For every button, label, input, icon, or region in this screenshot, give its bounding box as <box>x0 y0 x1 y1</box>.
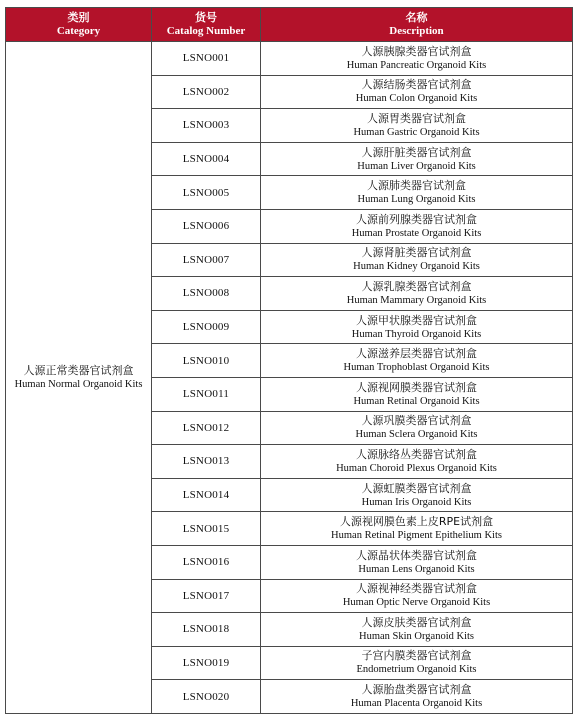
description-cell <box>261 512 573 546</box>
header-catalog-number-en: Catalog Number <box>166 25 246 37</box>
catalog-number: LSNO003 <box>152 109 261 143</box>
description-cell <box>261 142 573 176</box>
catalog-number: LSNO014 <box>152 478 261 512</box>
catalog-number: LSNO020 <box>152 680 261 714</box>
description-zh: 人源甲状腺类器官试剂盒 <box>356 313 477 327</box>
description-en: Human Lens Organoid Kits <box>358 563 475 575</box>
category-en: Human Normal Organoid Kits <box>14 378 143 390</box>
description-en: Human Thyroid Organoid Kits <box>351 328 482 340</box>
header-category-en: Category <box>56 25 101 37</box>
header-description-en: Description <box>389 25 444 37</box>
description-cell <box>261 75 573 109</box>
catalog-number: LSNO007 <box>152 243 261 277</box>
description-en: Human Kidney Organoid Kits <box>353 261 480 273</box>
description-cell <box>261 646 573 680</box>
description-en: Human Skin Organoid Kits <box>358 630 474 642</box>
table-header <box>6 8 573 42</box>
catalog-number: LSNO015 <box>152 512 261 546</box>
catalog-number: LSNO001 <box>152 42 261 76</box>
description-zh: 人源皮肤类器官试剂盒 <box>361 615 472 629</box>
description-cell <box>261 209 573 243</box>
description-zh: 人源巩膜类器官试剂盒 <box>361 414 472 428</box>
description-en: Human Prostate Organoid Kits <box>351 227 482 239</box>
catalog-number: LSNO009 <box>152 310 261 344</box>
catalog-number: LSNO008 <box>152 277 261 311</box>
catalog-number: LSNO002 <box>152 75 261 109</box>
description-en: Human Sclera Organoid Kits <box>355 429 478 441</box>
table-row <box>6 42 573 76</box>
catalog-number: LSNO012 <box>152 411 261 445</box>
description-cell <box>261 377 573 411</box>
description-en: Human Lung Organoid Kits <box>357 194 476 206</box>
catalog-number: LSNO005 <box>152 176 261 210</box>
description-zh: 人源胰腺类器官试剂盒 <box>361 44 472 58</box>
description-zh: 人源视网膜类器官试剂盒 <box>356 380 477 394</box>
description-cell <box>261 277 573 311</box>
description-en: Human Choroid Plexus Organoid Kits <box>336 462 497 474</box>
category-zh: 人源正常类器官试剂盒 <box>23 363 134 377</box>
catalog-number: LSNO017 <box>152 579 261 613</box>
product-catalog-table <box>5 7 573 714</box>
description-en: Human Pancreatic Organoid Kits <box>346 59 487 71</box>
description-en: Human Mammary Organoid Kits <box>346 294 487 306</box>
header-category-zh: 类别 <box>67 11 90 24</box>
catalog-number: LSNO013 <box>152 445 261 479</box>
description-zh: 人源胃类器官试剂盒 <box>367 111 466 125</box>
header-catalog-number <box>152 8 261 42</box>
description-zh: 人源肺类器官试剂盒 <box>367 179 466 193</box>
catalog-number: LSNO018 <box>152 613 261 647</box>
description-cell <box>261 545 573 579</box>
description-zh: 人源肾脏类器官试剂盒 <box>361 246 472 260</box>
description-cell <box>261 613 573 647</box>
table-body <box>6 42 573 714</box>
description-zh: 人源肝脏类器官试剂盒 <box>361 145 472 159</box>
catalog-number: LSNO016 <box>152 545 261 579</box>
description-zh: 人源胎盘类器官试剂盒 <box>361 683 472 697</box>
description-en: Human Trophoblast Organoid Kits <box>343 362 490 374</box>
description-cell <box>261 411 573 445</box>
description-cell <box>261 478 573 512</box>
description-en: Human Iris Organoid Kits <box>361 496 472 508</box>
description-cell <box>261 310 573 344</box>
description-en: Human Liver Organoid Kits <box>357 160 476 172</box>
description-zh: 人源结肠类器官试剂盒 <box>361 78 472 92</box>
description-cell <box>261 344 573 378</box>
description-zh: 人源视网膜色素上皮RPE试剂盒 <box>339 515 494 529</box>
description-zh: 人源滋养层类器官试剂盒 <box>356 347 477 361</box>
description-en: Human Retinal Pigment Epithelium Kits <box>331 530 502 542</box>
description-cell <box>261 680 573 714</box>
category-cell <box>6 42 152 714</box>
header-description-zh: 名称 <box>405 11 428 24</box>
description-zh: 人源晶状体类器官试剂盒 <box>356 548 477 562</box>
description-cell <box>261 445 573 479</box>
description-cell <box>261 42 573 76</box>
catalog-number: LSNO004 <box>152 142 261 176</box>
description-zh: 人源虹膜类器官试剂盒 <box>361 481 472 495</box>
description-en: Endometrium Organoid Kits <box>356 664 477 676</box>
description-zh: 人源视神经类器官试剂盒 <box>356 582 477 596</box>
header-category <box>6 8 152 42</box>
description-cell <box>261 176 573 210</box>
description-en: Human Placenta Organoid Kits <box>350 698 483 710</box>
catalog-number: LSNO011 <box>152 377 261 411</box>
description-zh: 子宫内膜类器官试剂盒 <box>361 649 472 663</box>
description-en: Human Retinal Organoid Kits <box>353 395 480 407</box>
description-cell <box>261 579 573 613</box>
catalog-number: LSNO006 <box>152 209 261 243</box>
catalog-number: LSNO010 <box>152 344 261 378</box>
description-en: Human Colon Organoid Kits <box>355 93 478 105</box>
description-en: Human Optic Nerve Organoid Kits <box>342 597 491 609</box>
catalog-number: LSNO019 <box>152 646 261 680</box>
description-zh: 人源脉络丛类器官试剂盒 <box>356 447 477 461</box>
header-description <box>261 8 573 42</box>
description-zh: 人源乳腺类器官试剂盒 <box>361 279 472 293</box>
header-catalog-number-zh: 货号 <box>195 11 217 24</box>
description-cell <box>261 109 573 143</box>
description-cell <box>261 243 573 277</box>
description-en: Human Gastric Organoid Kits <box>353 126 480 138</box>
header-row <box>6 8 573 42</box>
description-zh: 人源前列腺类器官试剂盒 <box>356 212 477 226</box>
